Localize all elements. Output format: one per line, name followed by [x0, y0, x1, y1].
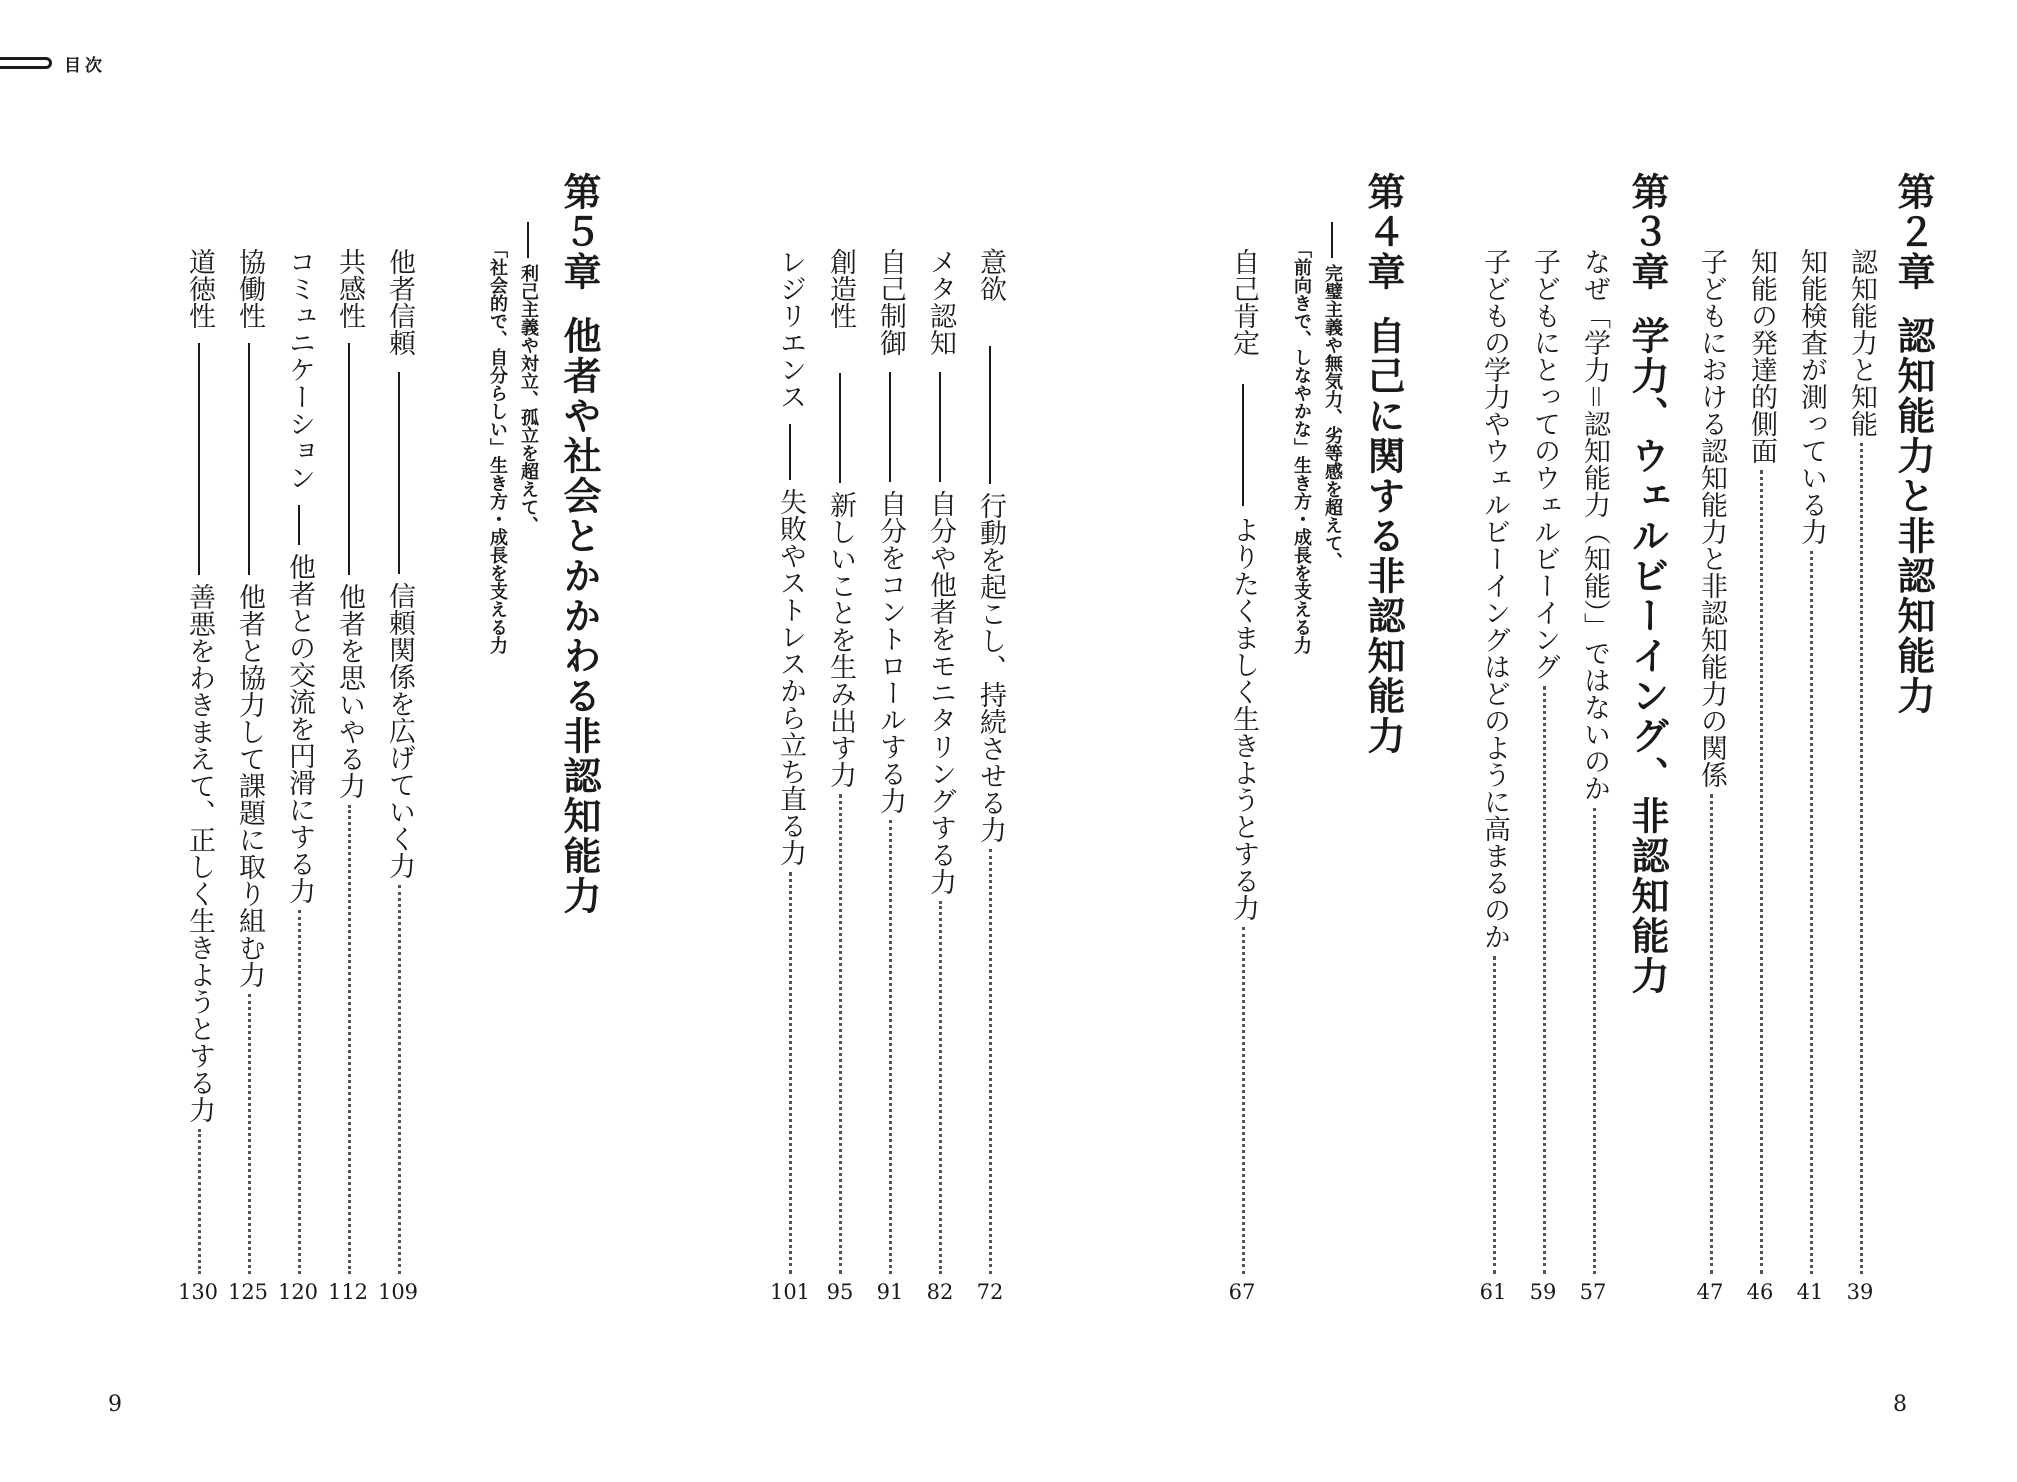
rule-line	[989, 346, 991, 484]
toc-entry-page: 67	[1228, 1280, 1256, 1304]
running-header	[0, 50, 106, 76]
toc-entry[interactable]	[385, 248, 413, 1280]
toc-entry-desc: 行動を起こし、持続させる力	[975, 492, 1006, 843]
toc-entry-title: 自己肯定	[1228, 248, 1259, 356]
toc-entry-page: 125	[227, 1280, 269, 1304]
toc-entry-page: 41	[1796, 1280, 1824, 1304]
toc-entry-title: レジリエンス	[775, 248, 806, 410]
toc-entry-page: 95	[826, 1280, 854, 1304]
toc-entry-title: 子どもにおける認知能力と非認知能力の関係	[1696, 248, 1727, 788]
toc-entry[interactable]	[285, 248, 313, 1280]
toc-entry-page: 39	[1846, 1280, 1874, 1304]
toc-entry-desc: 他者を思いやる力	[334, 583, 365, 799]
toc-entry[interactable]	[1530, 248, 1558, 1280]
chapter-5-subtitle-line2: 「社会的で、自分らしい」生き方・成長を支える力	[487, 240, 508, 654]
toc-entry-title: 意欲	[975, 248, 1006, 302]
leader-dots	[889, 820, 892, 1274]
leader-dots	[1810, 551, 1813, 1274]
toc-entry-page: 91	[876, 1280, 904, 1304]
toc-entry-desc: 他者と協力して課題に取り組む力	[234, 583, 265, 988]
chapter-4-heading[interactable]	[1363, 172, 1403, 756]
toc-entry-desc: 信頼関係を広げていく力	[384, 582, 415, 879]
toc-entry-page: 47	[1696, 1280, 1724, 1304]
chapter-4-subtitle-line1	[1322, 222, 1342, 570]
leader-dots	[789, 872, 792, 1274]
rule-line	[298, 505, 300, 545]
toc-entry-page: 57	[1579, 1280, 1607, 1304]
toc-entry-title: 協働性	[234, 248, 265, 329]
leader-dots	[839, 794, 842, 1274]
toc-entry-page: 82	[926, 1280, 954, 1304]
toc-entry-page: 46	[1746, 1280, 1774, 1304]
toc-entry[interactable]	[976, 248, 1004, 1280]
subtitle-dash	[1331, 222, 1333, 258]
leader-dots	[298, 910, 301, 1274]
toc-entry-title: 子どもにとってのウェルビーイング	[1529, 248, 1560, 680]
toc-entry[interactable]	[1697, 248, 1725, 1280]
toc-entry-title: なぜ「学力＝認知能力（知能）」ではないのか	[1579, 248, 1610, 802]
leader-dots	[1242, 927, 1245, 1274]
page-number-left: 9	[108, 1392, 122, 1417]
chapter-5-subtitle-text1: 利己主義や対立、孤立を超えて、	[518, 264, 539, 534]
toc-entry[interactable]	[185, 248, 213, 1280]
toc-entry-page: 61	[1479, 1280, 1507, 1304]
leader-dots	[1543, 686, 1546, 1274]
rule-line	[198, 343, 200, 575]
chapter-5-title: 他者や社会とかかわる非認知能力	[557, 316, 601, 916]
toc-entry-title: 認知能力と知能	[1846, 248, 1877, 437]
toc-entry-desc: よりたくましく生きようとする力	[1228, 516, 1259, 921]
toc-entry[interactable]	[826, 248, 854, 1280]
subtitle-dash	[527, 222, 529, 258]
toc-entry-page: 120	[277, 1280, 319, 1304]
toc-entry-title: 道徳性	[184, 248, 215, 329]
toc-entry[interactable]	[1847, 248, 1875, 1280]
toc-entry-desc: 善悪をわきまえて、正しく生きようとする力	[184, 583, 215, 1123]
leader-dots	[1493, 956, 1496, 1274]
leader-dots	[198, 1129, 201, 1274]
chapter-5-prefix: 第５章	[557, 172, 601, 292]
leader-dots	[348, 805, 351, 1274]
toc-entry-desc: 自分をコントロールする力	[875, 490, 906, 814]
toc-entry-page: 72	[976, 1280, 1004, 1304]
toc-entry-page: 130	[177, 1280, 219, 1304]
toc-entry-desc: 失敗やストレスから立ち直る力	[775, 488, 806, 866]
header-label: 目次	[64, 55, 106, 76]
rule-line	[398, 372, 400, 574]
chapter-4-title: 自己に関する非認知能力	[1361, 316, 1405, 756]
toc-entry[interactable]	[876, 248, 904, 1280]
page-number-right: 8	[1893, 1392, 1907, 1417]
chapter-2-title: 認知能力と非認知能力	[1891, 316, 1935, 716]
toc-entry[interactable]	[1229, 248, 1257, 1280]
leader-dots	[1860, 443, 1863, 1274]
chapter-4-subtitle-line2: 「前向きで、しなやかな」生き方・成長を支える力	[1291, 240, 1312, 654]
chapter-4-prefix: 第４章	[1361, 172, 1405, 292]
toc-entry-title: 他者信頼	[384, 248, 415, 356]
toc-entry[interactable]	[335, 248, 363, 1280]
chapter-3-prefix: 第３章	[1625, 172, 1669, 292]
toc-entry-desc: 自分や他者をモニタリングする力	[925, 490, 956, 895]
leader-dots	[1593, 808, 1596, 1275]
chapter-3-heading[interactable]	[1627, 172, 1667, 996]
rule-line	[789, 424, 791, 480]
toc-entry[interactable]	[926, 248, 954, 1280]
leader-dots	[939, 901, 942, 1274]
leader-dots	[248, 994, 251, 1274]
chapter-2-prefix: 第２章	[1891, 172, 1935, 292]
leader-dots	[1710, 794, 1713, 1274]
toc-entry-page: 109	[377, 1280, 419, 1304]
toc-entry-title: コミュニケーション	[284, 248, 315, 491]
leader-dots	[398, 885, 401, 1274]
toc-entry-title: 創造性	[825, 248, 856, 329]
rule-line	[939, 372, 941, 482]
rule-line	[1242, 384, 1244, 506]
toc-entry-title: 共感性	[334, 248, 365, 329]
leader-dots	[989, 849, 992, 1274]
toc-entry-desc: 新しいことを生み出す力	[825, 491, 856, 788]
chapter-3-title: 学力、ウェルビーイング、非認知能力	[1625, 316, 1669, 996]
toc-entry-title: 知能の発達的側面	[1746, 248, 1777, 464]
toc-entry[interactable]	[1580, 248, 1608, 1280]
chapter-2-heading[interactable]	[1893, 172, 1933, 716]
toc-entry-page: 59	[1529, 1280, 1557, 1304]
rule-line	[348, 343, 350, 575]
toc-entry-title: 自己制御	[875, 248, 906, 356]
toc-entry[interactable]	[1480, 248, 1508, 1280]
toc-entry[interactable]	[1797, 248, 1825, 1280]
chapter-5-subtitle-line1	[518, 222, 538, 534]
toc-entry[interactable]	[1747, 248, 1775, 1280]
chapter-5-heading[interactable]	[559, 172, 599, 916]
header-tab-icon	[0, 57, 52, 69]
toc-entry[interactable]	[235, 248, 263, 1280]
toc-entry-page: 101	[769, 1280, 811, 1304]
chapter-4-subtitle-text1: 完璧主義や無気力、劣等感を超えて、	[1322, 264, 1343, 570]
toc-entry-title: 知能検査が測っている力	[1796, 248, 1827, 545]
rule-line	[839, 373, 841, 483]
rule-line	[248, 343, 250, 575]
toc-entry-desc: 他者との交流を円滑にする力	[284, 553, 315, 904]
toc-entry[interactable]	[776, 248, 804, 1280]
toc-entry-title: 子どもの学力やウェルビーイングはどのように高まるのか	[1479, 248, 1510, 950]
toc-entry-title: メタ認知	[925, 248, 956, 356]
rule-line	[889, 372, 891, 482]
toc-entry-page: 112	[327, 1280, 369, 1304]
leader-dots	[1760, 470, 1763, 1274]
